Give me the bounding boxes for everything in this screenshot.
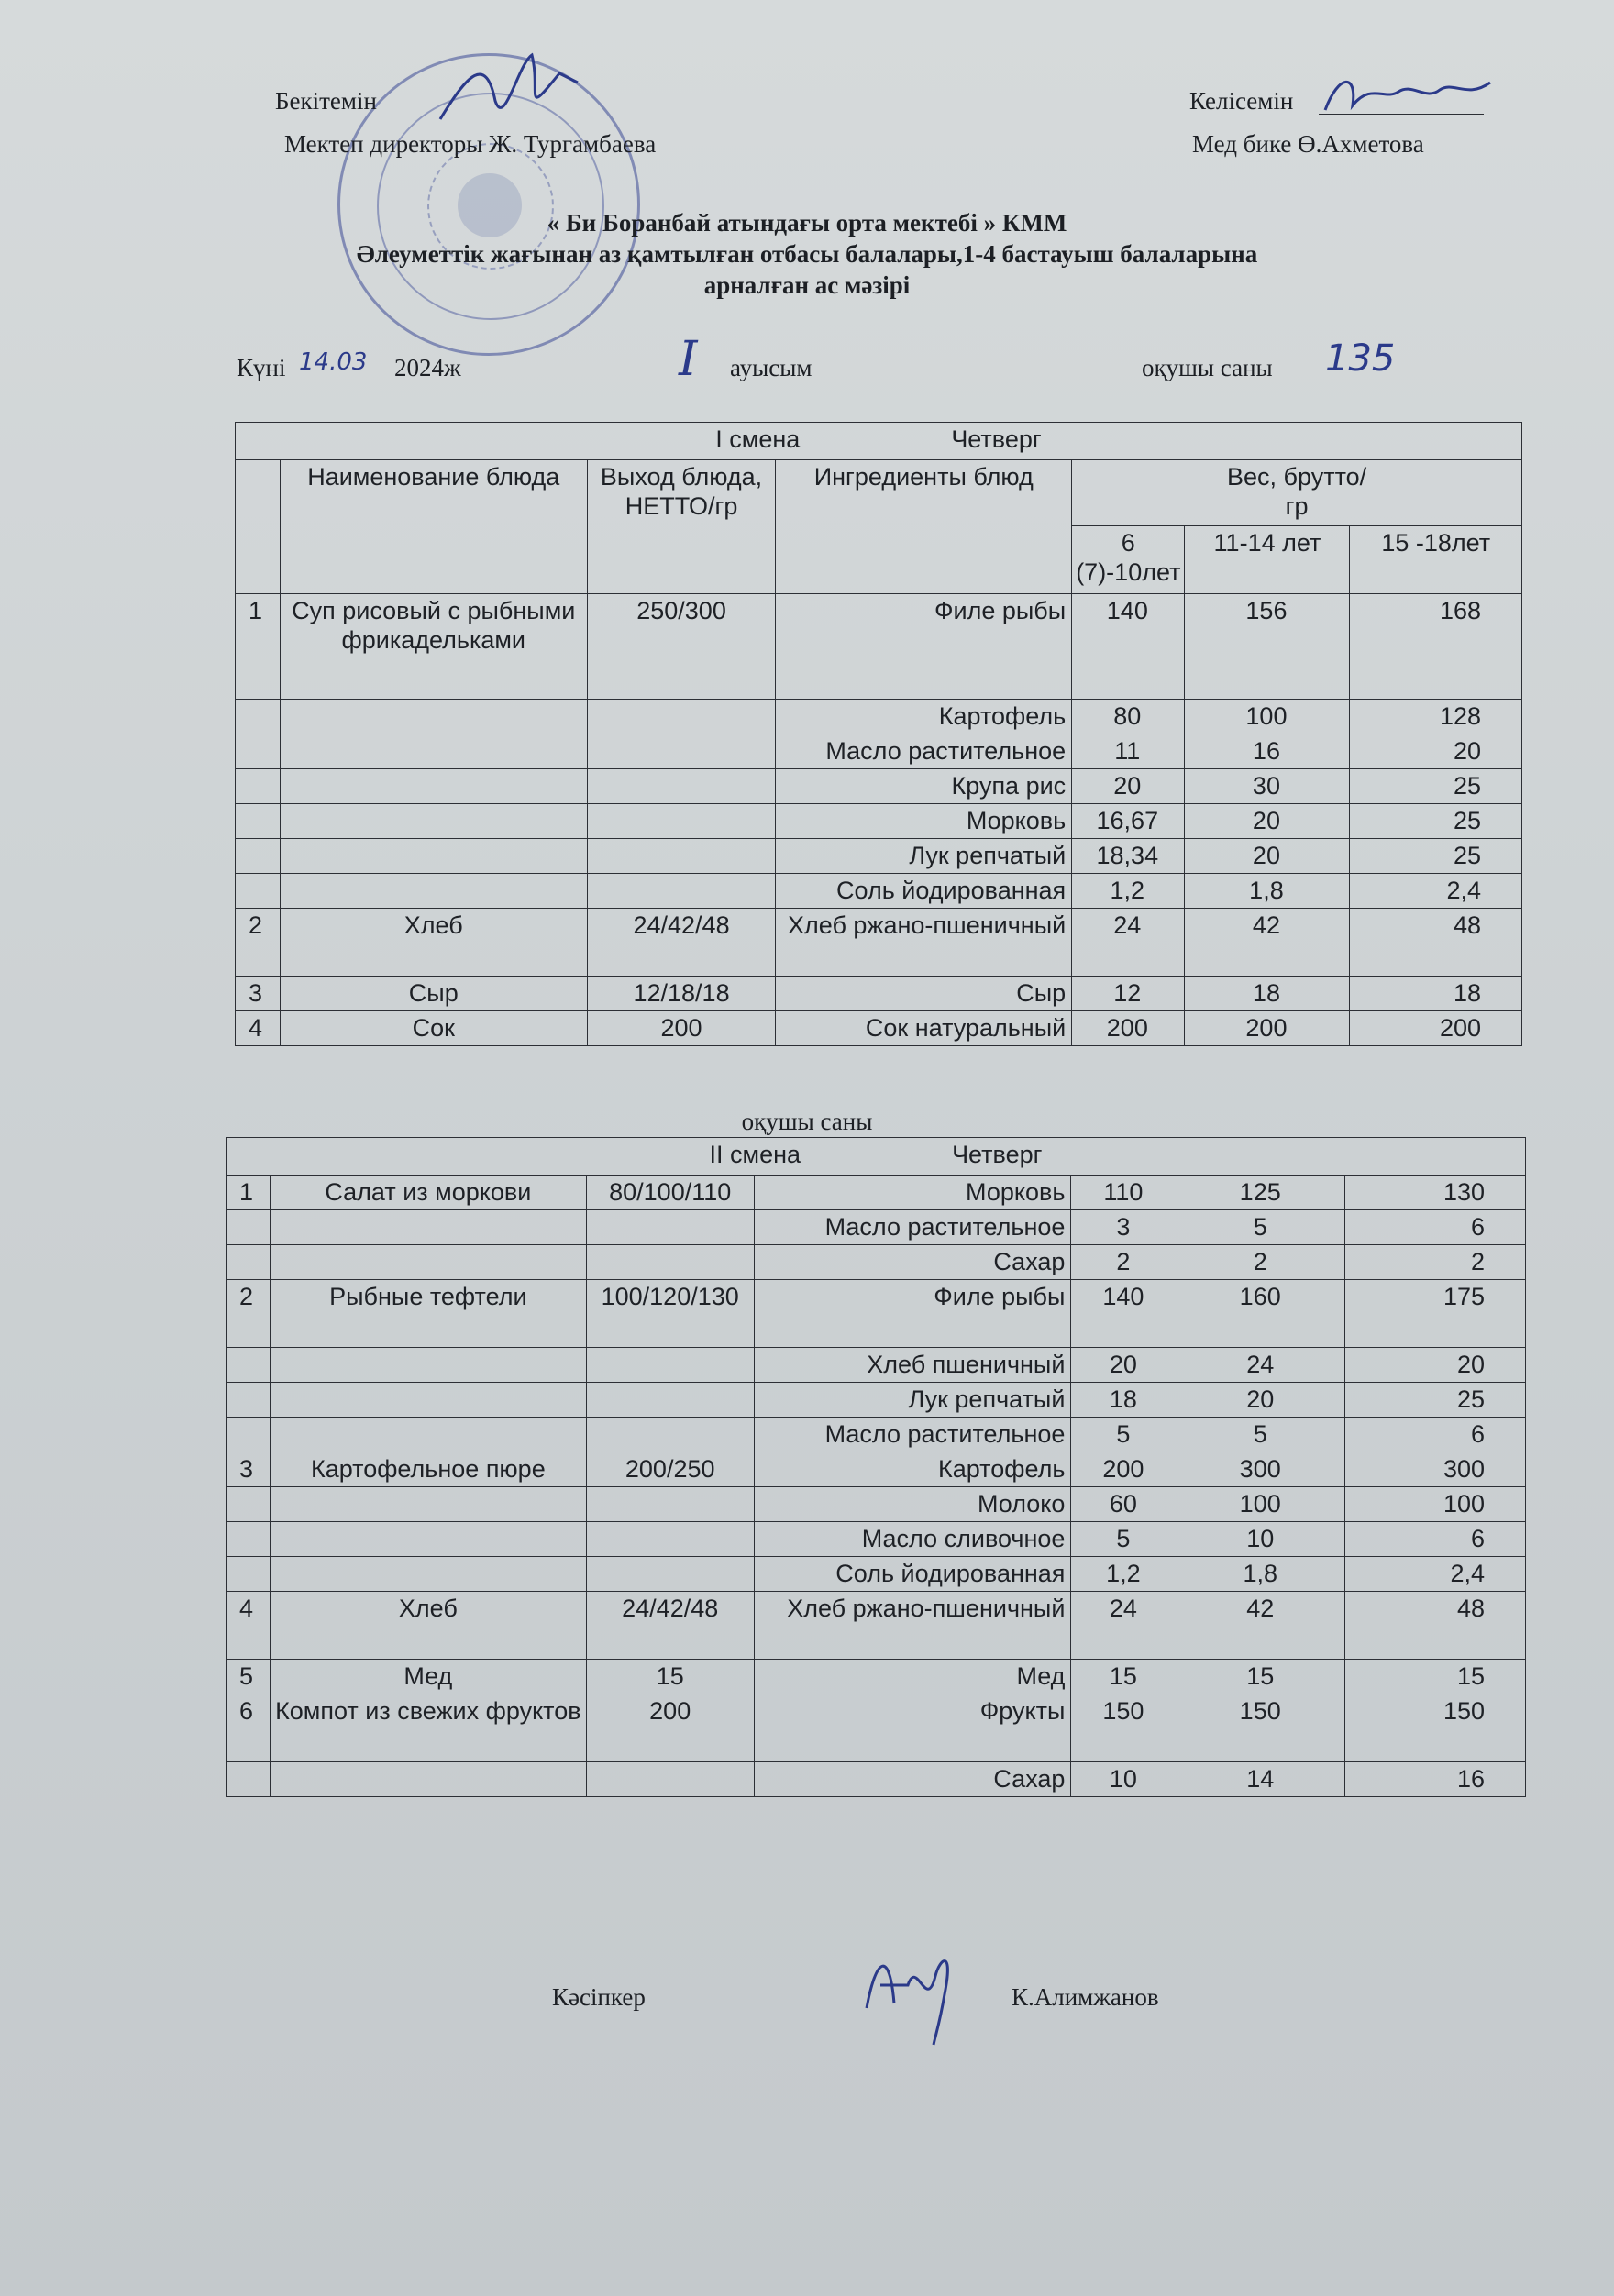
weight-age-11-14: 1,8 [1177, 1557, 1345, 1592]
table-row [227, 1176, 1526, 1210]
col-weight: Вес, брутто/гр [1072, 460, 1522, 526]
weight-age-11-14: 14 [1177, 1762, 1345, 1797]
row-number: 3 [227, 1452, 271, 1487]
ingredient-name: Масло сливочное [754, 1522, 1071, 1557]
dish-name [270, 1557, 586, 1592]
col-age-15-18: 15 -18лет [1350, 526, 1522, 594]
date-label: Күні [237, 354, 286, 381]
weight-age-6-10: 10 [1071, 1762, 1177, 1797]
row-number: 5 [227, 1660, 271, 1694]
student-count-handwritten: 135 [1325, 337, 1396, 380]
table-row [227, 1660, 1526, 1694]
col-dish-name: Наименование блюда [280, 460, 587, 594]
table-row [236, 769, 1522, 804]
weight-age-11-14: 16 [1185, 734, 1350, 769]
row-number [227, 1348, 271, 1383]
weight-age-15-18: 25 [1350, 839, 1522, 874]
weight-age-15-18: 25 [1345, 1383, 1526, 1418]
row-number: 4 [236, 1011, 281, 1046]
dish-output: 80/100/110 [586, 1176, 754, 1210]
dish-output [586, 1245, 754, 1280]
ingredient-name: Филе рыбы [754, 1280, 1071, 1348]
row-number [227, 1383, 271, 1418]
dish-output [586, 1557, 754, 1592]
table-row [227, 1487, 1526, 1522]
row-number: 1 [236, 594, 281, 700]
weight-age-15-18: 130 [1345, 1176, 1526, 1210]
approve-label: Бекітемін [275, 87, 377, 115]
weight-age-6-10: 5 [1071, 1522, 1177, 1557]
ingredient-name: Сахар [754, 1762, 1071, 1797]
table-row [236, 700, 1522, 734]
dish-output [586, 1210, 754, 1245]
weight-age-6-10: 20 [1071, 1348, 1177, 1383]
ingredient-name: Картофель [776, 700, 1072, 734]
student-count-label: оқушы саны [1142, 354, 1273, 381]
col-ingredients: Ингредиенты блюд [776, 460, 1072, 594]
row-number: 4 [227, 1592, 271, 1660]
table-row [227, 1694, 1526, 1762]
entrepreneur-label: Кәсіпкер [552, 1983, 646, 2011]
school-name: « Би Боранбай атындағы орта мектебі » КММ [547, 209, 1067, 237]
weight-age-11-14: 20 [1185, 839, 1350, 874]
weight-age-6-10: 1,2 [1072, 874, 1185, 909]
table-row [227, 1557, 1526, 1592]
dish-output [586, 1383, 754, 1418]
ingredient-name: Морковь [754, 1176, 1071, 1210]
weight-age-11-14: 20 [1177, 1383, 1345, 1418]
weight-age-15-18: 16 [1345, 1762, 1526, 1797]
document-title-line1: Әлеуметтік жағынан аз қамтылған отбасы балалары,1-4 бастауыш балаларына [356, 240, 1258, 268]
dish-name [270, 1762, 586, 1797]
col-output: Выход блюда, НЕТТО/гр [587, 460, 776, 594]
table-row [227, 1348, 1526, 1383]
weight-age-15-18: 150 [1345, 1694, 1526, 1762]
ingredient-name: Соль йодированная [754, 1557, 1071, 1592]
dish-output [586, 1418, 754, 1452]
weight-age-6-10: 11 [1072, 734, 1185, 769]
row-number: 2 [236, 909, 281, 977]
weight-age-6-10: 150 [1071, 1694, 1177, 1762]
ingredient-name: Крупа рис [776, 769, 1072, 804]
weight-age-6-10: 1,2 [1071, 1557, 1177, 1592]
table-row [236, 804, 1522, 839]
weight-age-6-10: 110 [1071, 1176, 1177, 1210]
weight-age-6-10: 5 [1071, 1418, 1177, 1452]
table-row [227, 1452, 1526, 1487]
dish-name [270, 1383, 586, 1418]
weight-age-15-18: 20 [1345, 1348, 1526, 1383]
weight-age-11-14: 24 [1177, 1348, 1345, 1383]
row-number [227, 1522, 271, 1557]
student-count-label-2: оқушы саны [741, 1108, 873, 1135]
col-age-6-10: 6 (7)-10лет [1072, 526, 1185, 594]
weight-age-15-18: 15 [1345, 1660, 1526, 1694]
dish-output [587, 839, 776, 874]
weight-age-11-14: 42 [1177, 1592, 1345, 1660]
entrepreneur-name: К.Алимжанов [1012, 1983, 1159, 2011]
dish-output [587, 734, 776, 769]
row-number [227, 1245, 271, 1280]
weight-age-6-10: 16,67 [1072, 804, 1185, 839]
table-row [227, 1280, 1526, 1348]
row-number: 6 [227, 1694, 271, 1762]
director-name: Мектеп директоры Ж. Тургамбаева [284, 130, 657, 158]
ingredient-name: Масло растительное [776, 734, 1072, 769]
weight-age-11-14: 10 [1177, 1522, 1345, 1557]
dish-name: Хлеб [280, 909, 587, 977]
weight-age-15-18: 6 [1345, 1522, 1526, 1557]
dish-output [586, 1762, 754, 1797]
dish-output: 100/120/130 [586, 1280, 754, 1348]
dish-name [280, 734, 587, 769]
row-number [236, 804, 281, 839]
dish-name: Сок [280, 1011, 587, 1046]
dish-name [280, 839, 587, 874]
weight-age-11-14: 42 [1185, 909, 1350, 977]
weight-age-11-14: 15 [1177, 1660, 1345, 1694]
dish-output [586, 1348, 754, 1383]
menu-table-shift2 [226, 1137, 1526, 1797]
row-number [236, 769, 281, 804]
row-number [227, 1762, 271, 1797]
weight-age-6-10: 18,34 [1072, 839, 1185, 874]
row-number [236, 734, 281, 769]
dish-output [586, 1522, 754, 1557]
weight-age-6-10: 18 [1071, 1383, 1177, 1418]
dish-name: Мед [270, 1660, 586, 1694]
ingredient-name: Мед [754, 1660, 1071, 1694]
row-number: 3 [236, 977, 281, 1011]
weight-age-15-18: 300 [1345, 1452, 1526, 1487]
dish-name [280, 804, 587, 839]
weight-age-6-10: 2 [1071, 1245, 1177, 1280]
dish-output [586, 1487, 754, 1522]
dish-name [280, 874, 587, 909]
table-row [227, 1522, 1526, 1557]
shift1-caption: I смена Четверг [236, 423, 1522, 460]
dish-output: 15 [586, 1660, 754, 1694]
dish-name [270, 1487, 586, 1522]
weight-age-11-14: 1,8 [1185, 874, 1350, 909]
weight-age-15-18: 168 [1350, 594, 1522, 700]
dish-output [587, 769, 776, 804]
table-row [236, 594, 1522, 700]
dish-name: Компот из свежих фруктов [270, 1694, 586, 1762]
weight-age-11-14: 150 [1177, 1694, 1345, 1762]
agree-label: Келісемін [1189, 87, 1294, 115]
dish-name: Хлеб [270, 1592, 586, 1660]
table-row [236, 734, 1522, 769]
dish-output: 24/42/48 [587, 909, 776, 977]
weight-age-11-14: 20 [1185, 804, 1350, 839]
weight-age-6-10: 15 [1071, 1660, 1177, 1694]
weight-age-6-10: 12 [1072, 977, 1185, 1011]
dish-name: Салат из моркови [270, 1176, 586, 1210]
weight-age-11-14: 125 [1177, 1176, 1345, 1210]
weight-age-6-10: 140 [1072, 594, 1185, 700]
table-row [227, 1210, 1526, 1245]
weight-age-6-10: 200 [1072, 1011, 1185, 1046]
weight-age-15-18: 18 [1350, 977, 1522, 1011]
weight-age-6-10: 80 [1072, 700, 1185, 734]
table-row [227, 1592, 1526, 1660]
ingredient-name: Масло растительное [754, 1210, 1071, 1245]
weight-age-15-18: 25 [1350, 804, 1522, 839]
weight-age-15-18: 2,4 [1345, 1557, 1526, 1592]
ingredient-name: Масло растительное [754, 1418, 1071, 1452]
table-row [227, 1245, 1526, 1280]
weight-age-6-10: 60 [1071, 1487, 1177, 1522]
dish-name: Суп рисовый с рыбными фрикадельками [280, 594, 587, 700]
row-number [236, 839, 281, 874]
table-row [236, 909, 1522, 977]
shift2-caption: II смена Четверг [227, 1138, 1526, 1176]
row-number [236, 874, 281, 909]
row-number [236, 700, 281, 734]
dish-output: 24/42/48 [586, 1592, 754, 1660]
weight-age-15-18: 175 [1345, 1280, 1526, 1348]
date-handwritten: 14.03 [299, 348, 368, 376]
table-row [227, 1418, 1526, 1452]
weight-age-15-18: 6 [1345, 1210, 1526, 1245]
dish-output: 200 [586, 1694, 754, 1762]
ingredient-name: Хлеб пшеничный [754, 1348, 1071, 1383]
weight-age-15-18: 2,4 [1350, 874, 1522, 909]
weight-age-15-18: 48 [1350, 909, 1522, 977]
ingredient-name: Фрукты [754, 1694, 1071, 1762]
dish-name [270, 1245, 586, 1280]
dish-name [270, 1418, 586, 1452]
ingredient-name: Картофель [754, 1452, 1071, 1487]
nurse-signature-icon [1321, 64, 1495, 119]
weight-age-11-14: 2 [1177, 1245, 1345, 1280]
ingredient-name: Молоко [754, 1487, 1071, 1522]
table-row [236, 977, 1522, 1011]
dish-name [270, 1348, 586, 1383]
row-number [227, 1418, 271, 1452]
weight-age-15-18: 200 [1350, 1011, 1522, 1046]
dish-output: 200/250 [586, 1452, 754, 1487]
shift-handwritten: I [679, 332, 698, 387]
weight-age-11-14: 100 [1177, 1487, 1345, 1522]
menu-table-shift1 [235, 422, 1522, 1046]
table-row [236, 839, 1522, 874]
table-row [236, 874, 1522, 909]
ingredient-name: Лук репчатый [754, 1383, 1071, 1418]
ingredient-name: Сахар [754, 1245, 1071, 1280]
weight-age-6-10: 3 [1071, 1210, 1177, 1245]
weight-age-6-10: 24 [1071, 1592, 1177, 1660]
dish-name: Рыбные тефтели [270, 1280, 586, 1348]
col-age-11-14: 11-14 лет [1185, 526, 1350, 594]
weight-age-11-14: 156 [1185, 594, 1350, 700]
date-year: 2024ж [394, 354, 461, 381]
weight-age-11-14: 5 [1177, 1418, 1345, 1452]
dish-name [270, 1522, 586, 1557]
weight-age-15-18: 100 [1345, 1487, 1526, 1522]
document-title-line2: арналған ас мәзірі [703, 271, 911, 299]
shift-label: ауысым [730, 354, 813, 381]
row-number [227, 1487, 271, 1522]
row-number: 1 [227, 1176, 271, 1210]
dish-name [270, 1210, 586, 1245]
weight-age-6-10: 24 [1072, 909, 1185, 977]
ingredient-name: Сыр [776, 977, 1072, 1011]
table-row [227, 1383, 1526, 1418]
weight-age-11-14: 100 [1185, 700, 1350, 734]
weight-age-11-14: 5 [1177, 1210, 1345, 1245]
weight-age-11-14: 160 [1177, 1280, 1345, 1348]
dish-name: Сыр [280, 977, 587, 1011]
ingredient-name: Сок натуральный [776, 1011, 1072, 1046]
dish-output: 12/18/18 [587, 977, 776, 1011]
dish-output [587, 804, 776, 839]
weight-age-6-10: 20 [1072, 769, 1185, 804]
weight-age-11-14: 200 [1185, 1011, 1350, 1046]
weight-age-15-18: 25 [1350, 769, 1522, 804]
dish-name [280, 769, 587, 804]
ingredient-name: Хлеб ржано-пшеничный [776, 909, 1072, 977]
dish-name: Картофельное пюре [270, 1452, 586, 1487]
entrepreneur-signature-icon [853, 1921, 981, 2049]
ingredient-name: Морковь [776, 804, 1072, 839]
weight-age-15-18: 6 [1345, 1418, 1526, 1452]
weight-age-11-14: 300 [1177, 1452, 1345, 1487]
ingredient-name: Соль йодированная [776, 874, 1072, 909]
row-number [227, 1557, 271, 1592]
weight-age-15-18: 2 [1345, 1245, 1526, 1280]
weight-age-6-10: 200 [1071, 1452, 1177, 1487]
ingredient-name: Филе рыбы [776, 594, 1072, 700]
weight-age-15-18: 20 [1350, 734, 1522, 769]
dish-output: 200 [587, 1011, 776, 1046]
dish-name [280, 700, 587, 734]
weight-age-15-18: 128 [1350, 700, 1522, 734]
table-row [227, 1762, 1526, 1797]
weight-age-11-14: 30 [1185, 769, 1350, 804]
nurse-name: Мед бике Ө.Ахметова [1192, 130, 1424, 158]
director-signature-icon [431, 37, 587, 138]
row-number: 2 [227, 1280, 271, 1348]
ingredient-name: Хлеб ржано-пшеничный [754, 1592, 1071, 1660]
table-row [236, 1011, 1522, 1046]
ingredient-name: Лук репчатый [776, 839, 1072, 874]
weight-age-11-14: 18 [1185, 977, 1350, 1011]
weight-age-6-10: 140 [1071, 1280, 1177, 1348]
weight-age-15-18: 48 [1345, 1592, 1526, 1660]
dish-output [587, 700, 776, 734]
dish-output [587, 874, 776, 909]
row-number [227, 1210, 271, 1245]
dish-output: 250/300 [587, 594, 776, 700]
